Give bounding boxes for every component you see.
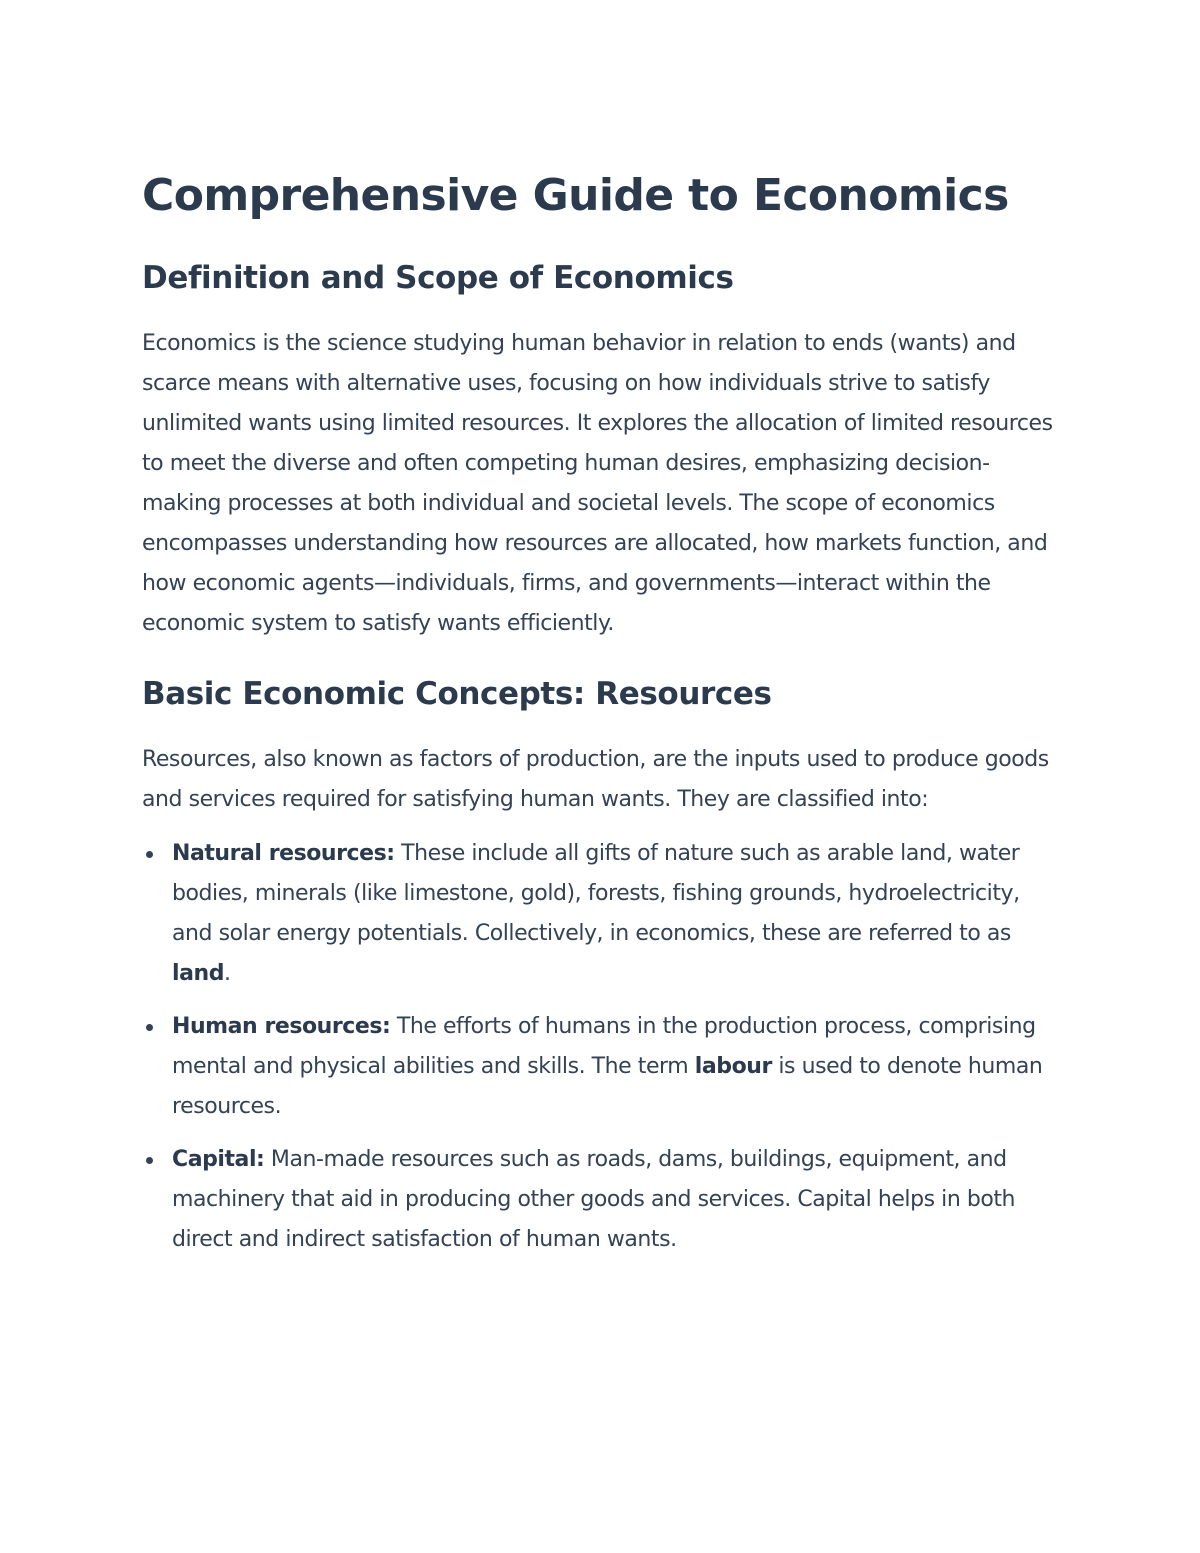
document-title: Comprehensive Guide to Economics (142, 170, 1009, 221)
section-paragraph-resources: Resources, also known as factors of production, are the inputs used to produce goods and services required for satisfying human wants. They are classified into: (142, 747, 1049, 812)
resources-list (142, 834, 1062, 1260)
section-paragraph-definition: Economics is the science studying human behavior in relation to ends (wants) and scarce means with alternative uses, focusing on how individuals strive to satisfy unlimited wants using limited resources. It explores the allocation of limited resources to meet the diverse and often competing human desires, emphasizing decision-making processes at both individual and societal levels. The scope of economics encompasses understanding how resources are allocated, how markets function, and how economic agents—individuals, firms, and governments—interact within the economic system to satisfy wants efficiently. (142, 331, 1053, 636)
section-heading-definition: Definition and Scope of Economics (142, 260, 734, 296)
list-item-bold-term: labour (694, 1054, 772, 1079)
list-item-text: The efforts of humans in the production process, comprising mental and physical abilities and skills. The term (172, 1014, 1036, 1079)
document-page (142, 168, 1062, 1273)
list-item-label: Human resources: (172, 1014, 391, 1039)
list-item-natural-resources (142, 834, 1062, 994)
list-item-label: Natural resources: (172, 841, 395, 866)
section-heading-resources: Basic Economic Concepts: Resources (142, 676, 772, 712)
bullet-icon (146, 851, 153, 858)
list-item-human-resources (142, 1007, 1062, 1127)
bullet-icon (146, 1157, 153, 1164)
list-item-text-after: . (224, 961, 231, 986)
list-item-text-after: is used to denote human resources. (172, 1054, 1043, 1119)
bullet-icon (146, 1024, 153, 1031)
list-item-text: These include all gifts of nature such as arable land, water bodies, minerals (like limestone, gold), forests, fishing grounds, hydroelectricity, and solar energy potentials. Collectively, in economics, these are referred to as (172, 841, 1020, 946)
list-item-label: Capital: (172, 1147, 265, 1172)
list-item-bold-term: land (172, 961, 224, 986)
list-item-capital (142, 1140, 1062, 1260)
list-item-text: Man-made resources such as roads, dams, buildings, equipment, and machinery that aid in producing other goods and services. Capital helps in both direct and indirect satisfaction of human wants. (172, 1147, 1016, 1252)
